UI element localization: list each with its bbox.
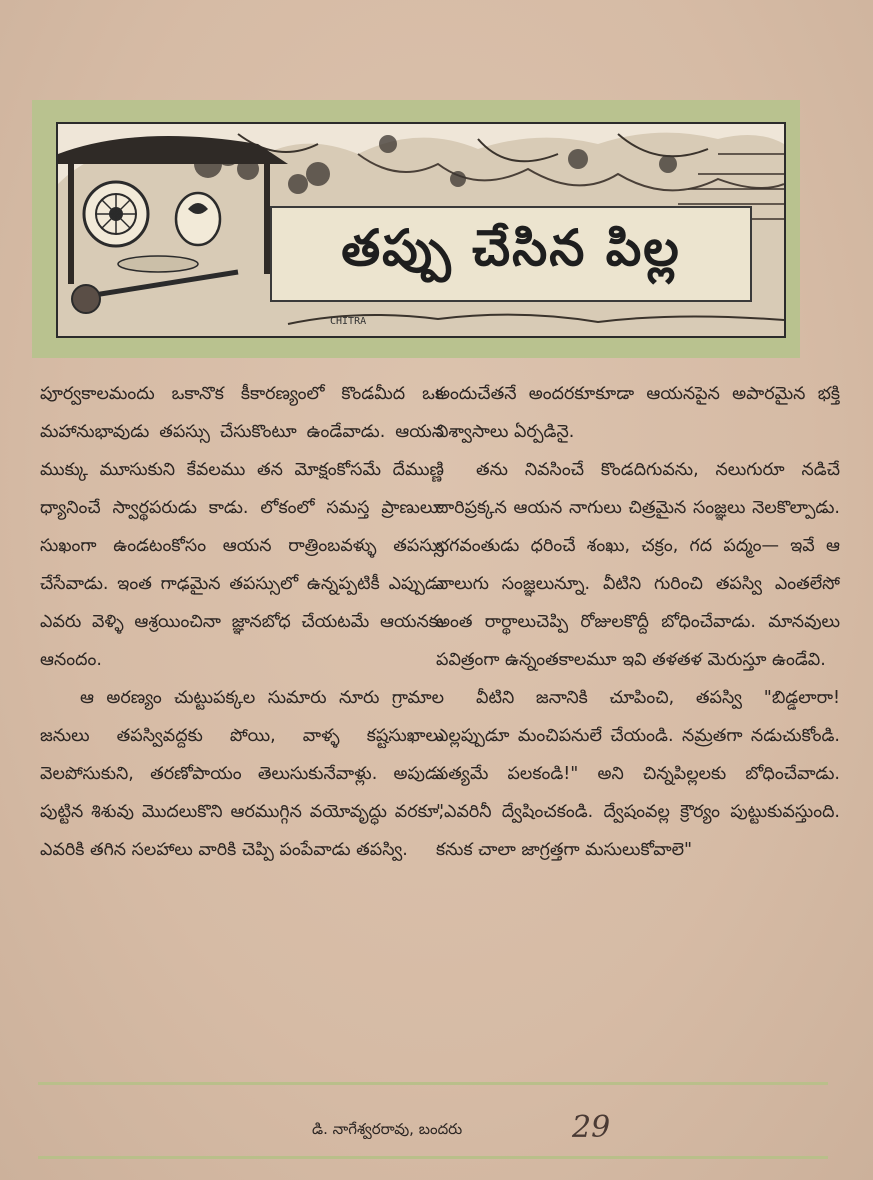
left-paragraph-1: పూర్వకాలమందు ఒకానొక కీకారణ్యంలో కొండమీద ఒక మహానుభావుడు తపస్సు చేసుకొంటూ ఉండేవాడు. ఆయన ముక్కు మూసుకుని కేవలము తన మోక్షంకోసమే దేముణ్ణి ధ్యానించే స్వార్థపరుడు కాడు. లోకంలో సమస్త ప్రాణులూ సుఖంగా ఉండటంకోసం ఆయన రాత్రింబవళ్ళు తపస్సు చేసేవాడు. ఇంత గాఢమైన తపస్సులో ఉన్నప్పటికీ ఎప్పుడు ఎవరు వెళ్ళి ఆశ్రయించినా జ్ఞానబోధ చేయటమే ఆయనకు ఆనందం. bbox=[40, 384, 444, 670]
page-number: 29 bbox=[572, 1110, 611, 1145]
story-title: తప్పు చేసిన పిల్ల bbox=[341, 218, 681, 277]
right-paragraph-1: అందుచేతనే అందరకూకూడా ఆయనపైన అపారమైన భక్తి విశ్వాసాలు ఏర్పడినై. bbox=[436, 384, 840, 442]
footer-rule-top bbox=[38, 1082, 828, 1085]
left-paragraph-2: ఆ అరణ్యం చుట్టుపక్కల సుమారు నూరు గ్రామాల జనులు తపస్వివద్దకు పోయి, వాళ్ళ కష్టసుఖాలు వెలపోసుకుని, తరణోపాయం తెలుసుకునేవాళ్లు. అపుడు పుట్టిన శిశువు మొదలుకొని ఆరముగ్గిన వయోవృద్ధు వరకూ, ఎవరికి తగిన సలహాలు వారికి చెప్పి పంపేవాడు తపస్వి. bbox=[40, 688, 444, 860]
illustrator-signature: CHITRA bbox=[330, 316, 367, 327]
title-box bbox=[270, 206, 752, 302]
right-paragraph-3: వీటిని జనానికి చూపించి, తపస్వి "బిడ్డలారా! ఎల్లప్పుడూ మంచిపనులే చేయండి. నమ్రతగా నడుచుకోండి. సత్యమే పలకండి!" అని చిన్నపిల్లలకు బోధించేవాడు. "ఎవరినీ ద్వేషించకండి. ద్వేషంవల్ల క్రౌర్యం పుట్టుకువస్తుంది. కనుక చాలా జాగ్రత్తగా మసులుకోవాలె" bbox=[436, 688, 840, 860]
left-column bbox=[40, 375, 444, 869]
right-column bbox=[436, 375, 840, 869]
author-credit: డి. నాగేశ్వరరావు, బందరు bbox=[312, 1120, 463, 1138]
footer-rule-bottom bbox=[38, 1156, 828, 1159]
right-paragraph-2: తను నివసించే కొండదిగువను, నలుగురూ నడిచే దారిప్రక్కన ఆయన నాగులు చిత్రమైన సంజ్ఞలు నెలకొల్పాడు. భగవంతుడు ధరించే శంఖు, చక్రం, గద పద్మం— ఇవే ఆ నాలుగు సంజ్ఞలున్నూ. వీటిని గురించి తపస్వి ఎంతలేసో అంత రార్థాలుచెప్పి రోజులకొద్దీ బోధించేవాడు. మానవులు పవిత్రంగా ఉన్నంతకాలమూ ఇవి తళతళ మెరుస్తూ ఉండేవి. bbox=[436, 460, 840, 670]
